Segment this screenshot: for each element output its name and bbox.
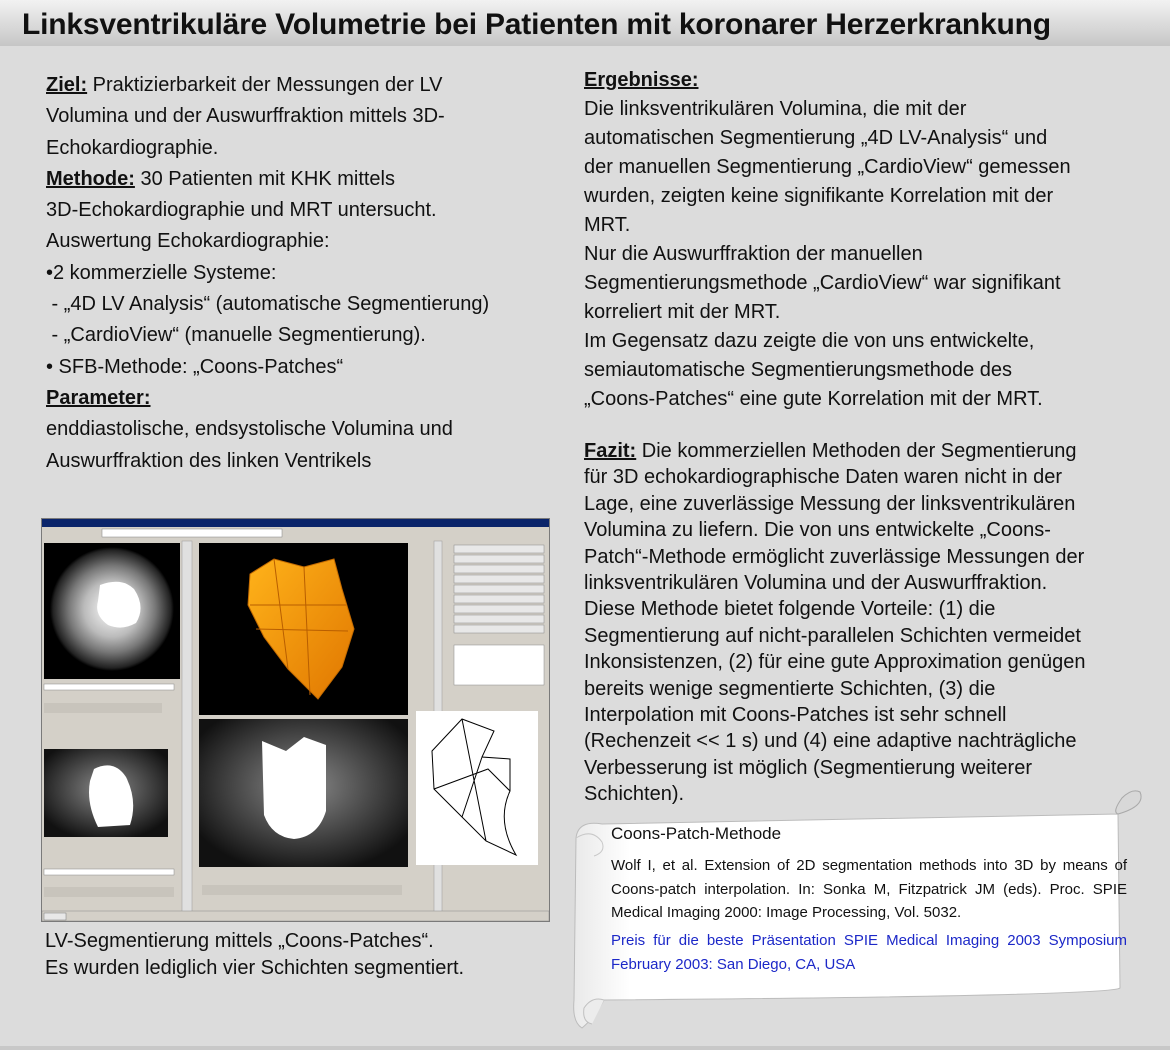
fazit-line: Verbesserung ist möglich (Segmentierung weiterer [584, 756, 1032, 779]
fazit-line: linksventrikulären Volumina und der Auswurffraktion. [584, 572, 1048, 595]
conclusion-section [584, 438, 1149, 808]
fazit-line: Patch“-Methode ermöglicht zuverlässige Messungen der [584, 545, 1085, 568]
parameter-line-0: enddiastolische, endsystolische Volumina und [46, 418, 453, 441]
caption-line-2: Es wurden lediglich vier Schichten segmentiert. [45, 957, 465, 979]
window-titlebar [42, 519, 549, 527]
parameter-heading: Parameter: [46, 386, 151, 409]
left-column [46, 70, 546, 477]
fazit-line: Diese Methode bietet folgende Vorteile: (1) die [584, 598, 996, 621]
ziel-line-0 [46, 70, 546, 101]
methode-line-2: Auswertung Echokardiographie: [46, 230, 330, 253]
ergebnisse-line: Segmentierungsmethode „CardioView“ war signifikant [584, 272, 1061, 294]
software-screenshot [41, 518, 550, 922]
ergebnisse-line: „Coons-Patches“ eine gute Korrelation mit der MRT. [584, 388, 1043, 410]
fazit-line: für 3D echokardiographische Daten waren nicht in der [584, 466, 1063, 489]
figure-caption [45, 928, 464, 982]
fazit-line: Lage, eine zuverlässige Messung der linksventrikulären [584, 492, 1076, 515]
ziel-line-1: Volumina und der Auswurffraktion mittels 3D- [46, 105, 445, 128]
ergebnisse-line: Nur die Auswurffraktion der manuellen [584, 243, 923, 265]
bottom-border [0, 1046, 1170, 1050]
ergebnisse-heading: Ergebnisse: [584, 69, 699, 91]
ziel-line-2: Echokardiographie. [46, 136, 219, 159]
methode-line-6: • SFB-Methode: „Coons-Patches“ [46, 355, 344, 378]
ergebnisse-line: korreliert mit der MRT. [584, 301, 781, 323]
ergebnisse-line: wurden, zeigten keine signifikante Korrelation mit der [584, 185, 1054, 207]
fazit-line: Segmentierung auf nicht-parallelen Schichten vermeidet [584, 624, 1081, 647]
fazit-line: bereits wenige segmentierte Schichten, (3) die [584, 677, 996, 700]
methode-text: 30 Patienten mit KHK mittels [134, 167, 395, 190]
fazit-line: Volumina zu liefern. Die von uns entwickelte „Coons- [584, 519, 1051, 542]
results-section [584, 66, 1144, 414]
fazit-line: Inkonsistenzen, (2) für eine gute Approximation genügen [584, 651, 1086, 674]
ergebnisse-line: automatischen Segmentierung „4D LV-Analysis“ und [584, 127, 1048, 149]
scroll-prize: Preis für die beste Präsentation SPIE Medical Imaging 2003 Symposium February 2003: San Diego, CA, USA [611, 932, 1127, 973]
methode-heading: Methode: [46, 167, 135, 190]
poster-title: Linksventrikuläre Volumetrie bei Patienten mit koronarer Herzerkrankung [22, 8, 1051, 41]
fazit-line: (Rechenzeit << 1 s) und (4) eine adaptive nachträgliche [584, 730, 1077, 753]
caption-line-1: LV-Segmentierung mittels „Coons-Patches“. [45, 930, 434, 952]
ziel-heading: Ziel: [46, 74, 88, 96]
methode-line-1: 3D-Echokardiographie und MRT untersucht. [46, 199, 437, 222]
fazit-line [584, 438, 1149, 464]
methode-line-3: •2 kommerzielle Systeme: [46, 261, 277, 284]
fazit-line: Interpolation mit Coons-Patches ist sehr schnell [584, 704, 1007, 727]
fazit-text: Die kommerziellen Methoden der Segmentierung [636, 440, 1077, 462]
methode-line-0 [46, 164, 546, 195]
methode-line-5: - „CardioView“ (manuelle Segmentierung). [46, 324, 426, 347]
taskbar [42, 911, 549, 921]
ergebnisse-line: MRT. [584, 214, 631, 236]
scroll-reference: Wolf I, et al. Extension of 2D segmentation methods into 3D by means of Coons-patch interpolation. In: Sonka M, Fitzpatrick JM (eds). Proc. SPIE Medical Imaging 2000: Image Processing, Vol. 5032. [611, 857, 1127, 921]
methode-line-4: - „4D LV Analysis“ (automatische Segmentierung) [46, 293, 490, 316]
ergebnisse-line: semiautomatische Segmentierungsmethode des [584, 359, 1013, 381]
screenshot-graphic [42, 519, 549, 921]
ziel-text: Praktizierbarkeit der Messungen der LV [87, 74, 443, 96]
ergebnisse-line: Im Gegensatz dazu zeigte die von uns entwickelte, [584, 330, 1035, 352]
fazit-line: Schichten). [584, 783, 685, 806]
scroll-title: Coons-Patch-Methode [611, 824, 782, 843]
ergebnisse-line: Die linksventrikulären Volumina, die mit der [584, 98, 967, 120]
fazit-heading: Fazit: [584, 440, 637, 462]
parameter-line-1: Auswurffraktion des linken Ventrikels [46, 449, 372, 472]
ergebnisse-line: der manuellen Segmentierung „CardioView“ gemessen [584, 156, 1071, 178]
